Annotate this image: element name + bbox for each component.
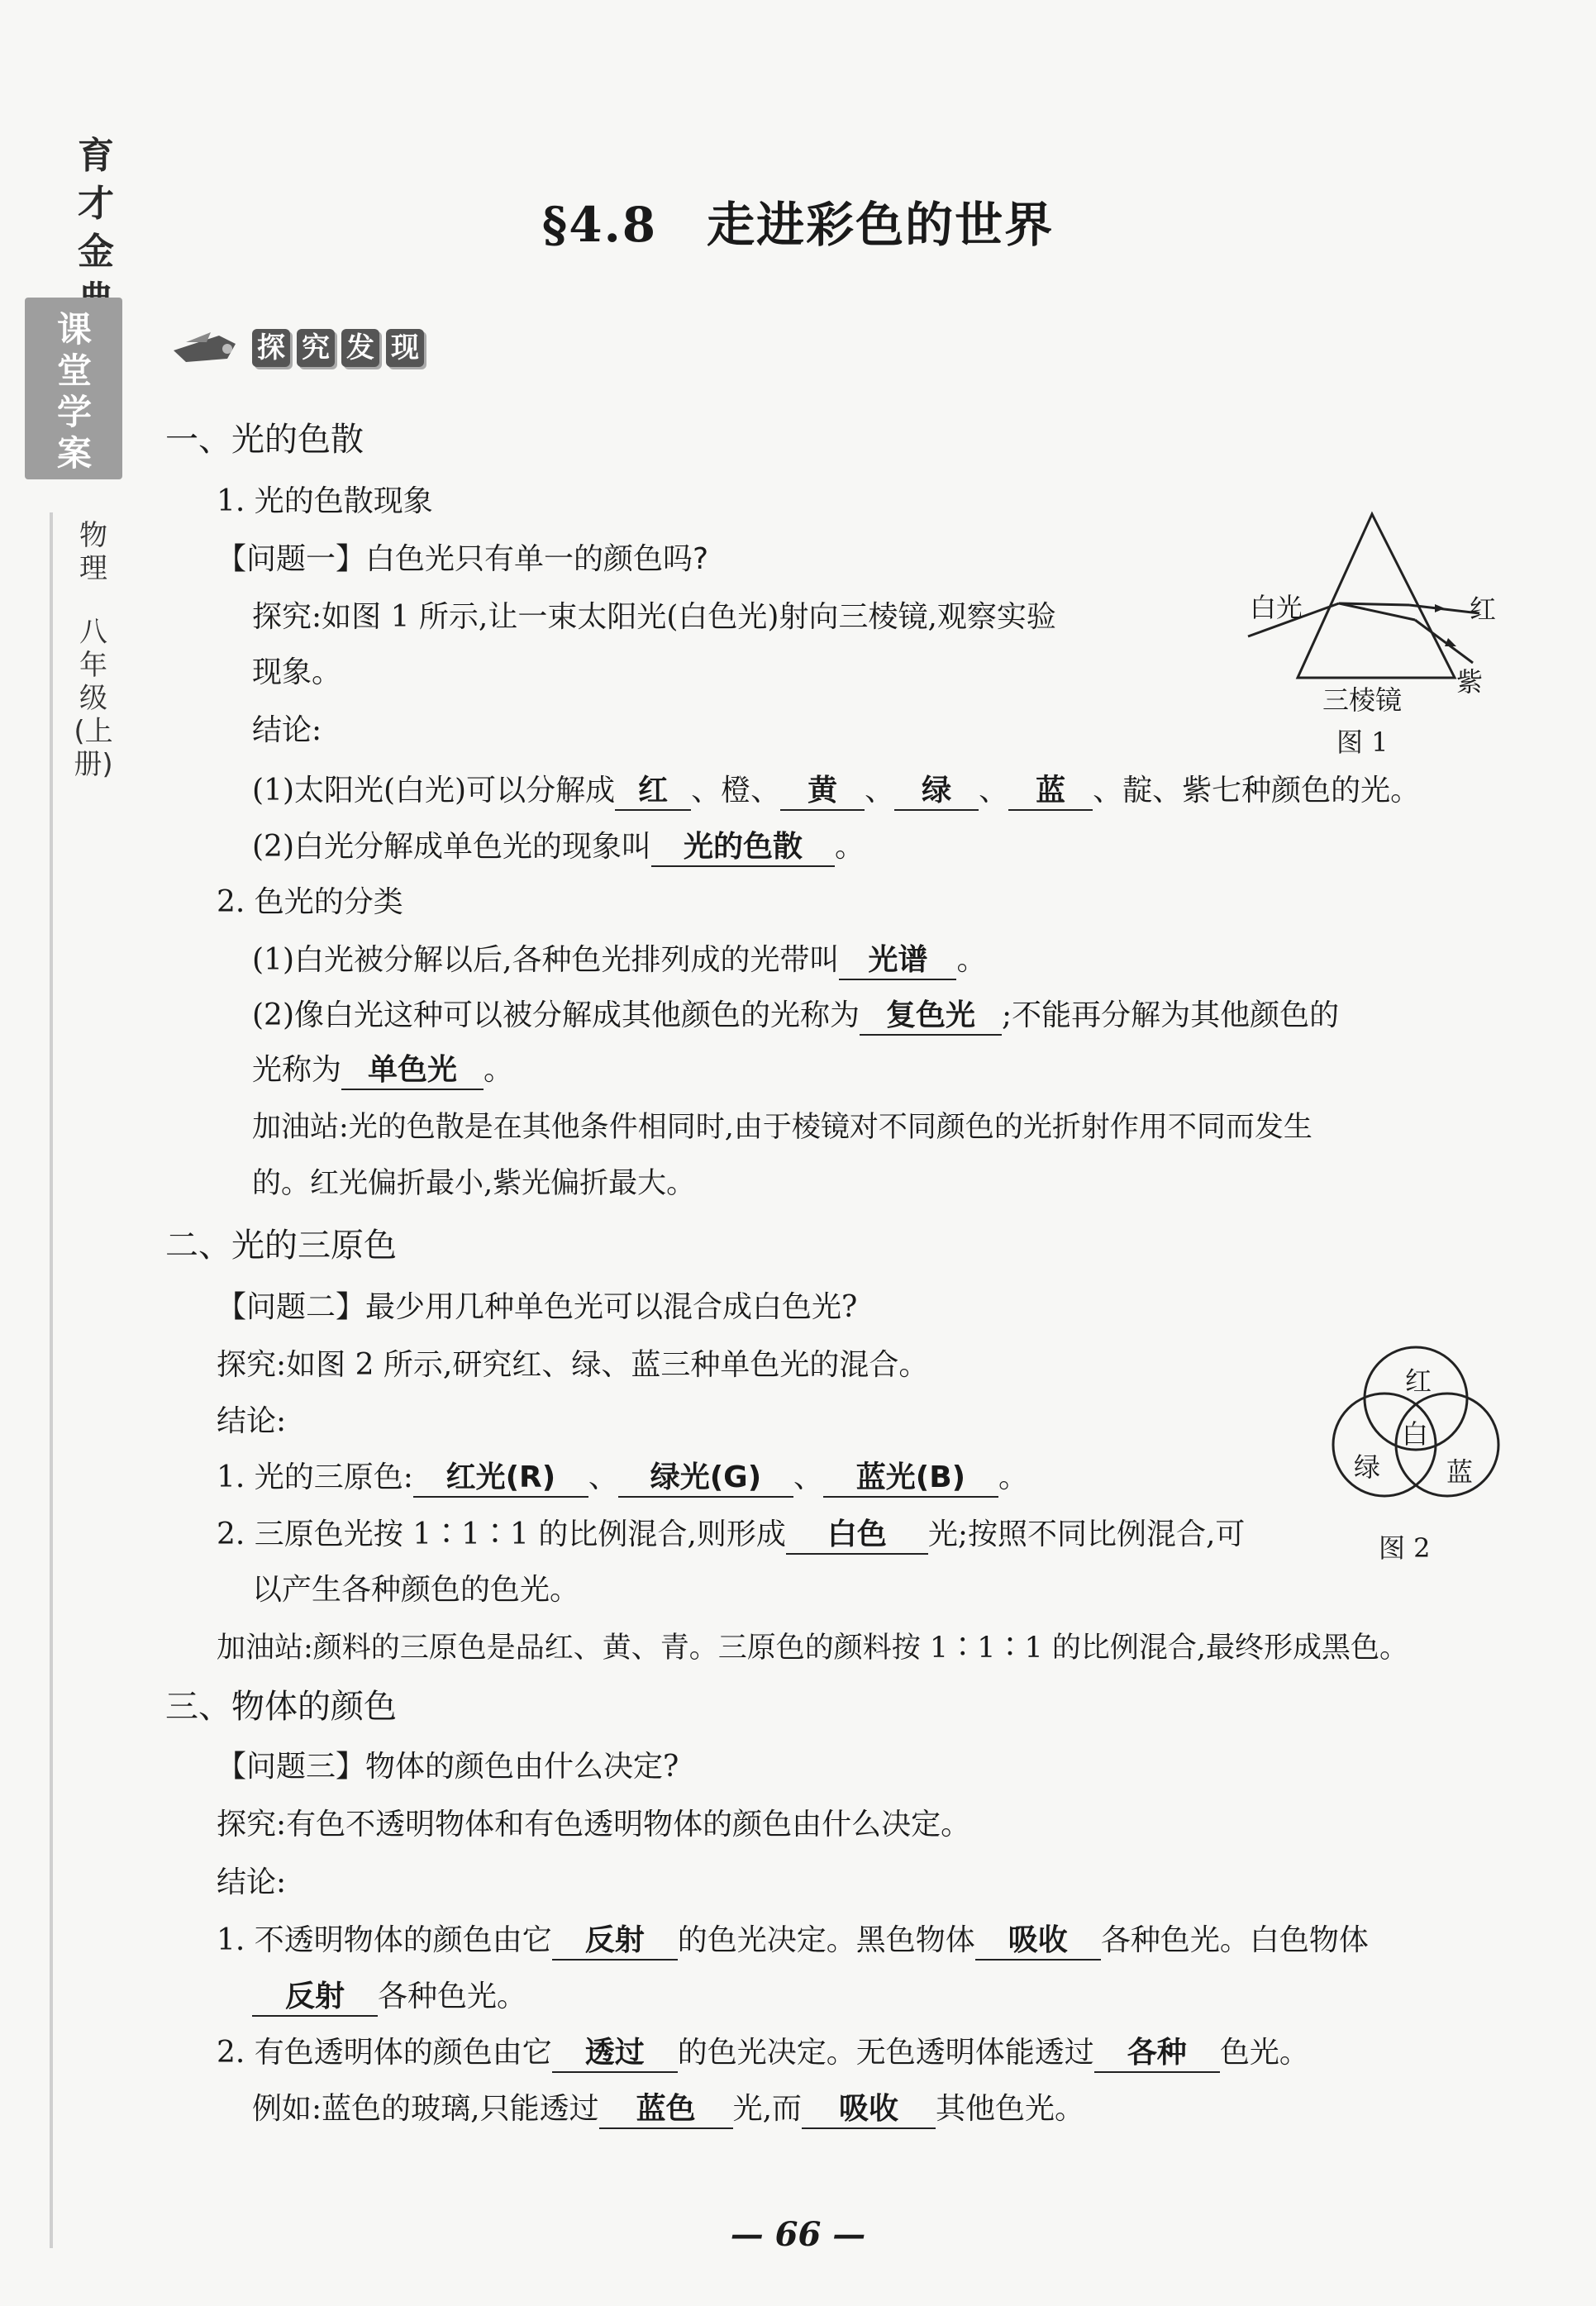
spine [0,0,132,2306]
arrow-head [1435,604,1445,612]
text: 色光。 [1219,2036,1309,2070]
text: 的色光决定。黑色物体 [677,1923,975,1957]
text: 、 [588,1460,618,1494]
spine-series-title: 育才金 [78,135,114,273]
answer-blank: 绿 [894,773,979,811]
answer-blank: 光谱 [839,942,956,980]
mixing-text [217,1517,1245,1555]
answer-blank: 透过 [552,2035,678,2073]
blue-label: 蓝 [1446,1456,1474,1488]
sub-heading: 2. 色光的分类 [217,885,403,919]
text: 、 [793,1460,823,1494]
text: (1)白光被分解以后,各种色光排列成的光带叫 [252,943,840,977]
section-banner [169,322,467,380]
text: 光;按照不同比例混合,可 [927,1517,1246,1551]
answer-blank: 复色光 [860,998,1002,1036]
spine-subject: 物理 [79,519,107,585]
red-label: 红 [1405,1365,1432,1397]
transparent-example [252,2091,1084,2129]
text: 。 [835,830,865,864]
rocket-icon [169,326,244,375]
text: (2)像白光这种可以被分解成其他颜色的光称为 [252,998,860,1032]
text: (2)白光分解成单色光的现象叫 [252,830,651,864]
spine-divider [50,512,53,2248]
answer-blank: 绿光(G) [618,1460,793,1498]
text: ;不能再分解为其他颜色的 [1002,998,1340,1032]
sub-heading: 1. 光的色散现象 [217,484,433,518]
answer-blank: 单色光 [341,1052,484,1090]
conclusion-label: 结论: [252,713,322,747]
text: 、橙、 [691,774,781,808]
transparent-text [217,2035,1309,2073]
conclusion-label: 结论: [217,1865,287,1899]
explore-text: 探究:如图 1 所示,让一束太阳光(白色光)射向三棱镜,观察实验 [252,600,1056,634]
classify-1 [252,942,986,980]
text: 。 [484,1053,514,1087]
spine-grade: 八年级(上册) [74,616,113,781]
text: 2. 有色透明体的颜色由它 [217,2036,552,2070]
text: 其他色光。 [936,2092,1085,2126]
answer-blank: 蓝 [1008,773,1093,811]
section-heading-1: 一、光的色散 [165,421,364,459]
banner-char: 现 [386,329,424,367]
answer-blank: 红光(R) [413,1460,588,1498]
conclusion-2 [252,829,865,867]
text: 1. 光的三原色: [217,1460,413,1494]
violet-label: 紫 [1456,666,1484,698]
page-title: §4.8 走进彩色的世界 [541,197,1055,253]
answer-blank: 吸收 [975,1922,1101,1961]
answer-blank: 反射 [552,1922,678,1961]
question-1: 【问题一】白色光只有单一的颜色吗? [217,542,709,576]
arrow-head [1445,638,1456,646]
text: 例如:蓝色的玻璃,只能透过 [252,2092,599,2126]
text: 的色光决定。无色透明体能透过 [677,2036,1094,2070]
text: 、 [865,774,895,808]
answer-blank: 红 [615,773,691,811]
banner-char: 发 [341,329,379,367]
text: (1)太阳光(白光)可以分解成 [252,774,616,808]
red-label: 红 [1470,593,1497,625]
classify-2 [252,998,1339,1036]
tip-text: 的。红光偏折最小,紫光偏折最大。 [252,1167,696,1200]
white-label: 白 [1402,1418,1429,1450]
prism-label: 三棱镜 [1322,684,1403,716]
answer-blank: 白色 [786,1517,928,1555]
text: 各种色光。 [378,1980,527,2013]
banner-char: 究 [297,329,335,367]
tip-text: 加油站:光的色散是在其他条件相同时,由于棱镜对不同颜色的光折射作用不同而发生 [252,1111,1313,1144]
text: 各种色光。白色物体 [1100,1923,1369,1957]
answer-blank: 黄 [780,773,865,811]
section-heading-3: 三、物体的颜色 [165,1688,397,1726]
spine-box-label: 课堂学案 [56,309,92,474]
mixing-text: 以产生各种颜色的色光。 [252,1573,580,1607]
figure-caption: 图 2 [1379,1532,1431,1564]
primary-colors [217,1460,1028,1498]
text: 光,而 [732,2092,803,2126]
question-3: 【问题三】物体的颜色由什么决定? [217,1750,679,1784]
question-2: 【问题二】最少用几种单色光可以混合成白色光? [217,1290,858,1324]
explore-text: 探究:有色不透明物体和有色透明物体的颜色由什么决定。 [217,1808,971,1841]
answer-blank: 各种 [1094,2035,1220,2073]
text: 2. 三原色光按 1∶1∶1 的比例混合,则形成 [217,1517,786,1551]
explore-text: 现象。 [252,655,342,689]
answer-blank: 蓝光(B) [823,1460,998,1498]
text: 。 [956,943,987,977]
answer-blank: 光的色散 [651,829,835,867]
opaque-text [217,1922,1369,1961]
answer-blank: 蓝色 [599,2091,733,2129]
page-number: — 66 — [730,2215,866,2254]
section-heading-2: 二、光的三原色 [165,1227,397,1265]
classify-2b [252,1052,513,1090]
text: 光称为 [252,1053,342,1087]
text: 、靛、紫七种颜色的光。 [1093,774,1421,808]
white-light-label: 白光 [1250,592,1303,623]
opaque-text [252,1979,526,2017]
text: 1. 不透明物体的颜色由它 [217,1923,552,1957]
figure-caption: 图 1 [1336,727,1389,758]
tip-text: 加油站:颜料的三原色是品红、黄、青。三原色的颜料按 1∶1∶1 的比例混合,最终形成黑色。 [217,1632,1408,1665]
text: 、 [979,774,1009,808]
answer-blank: 吸收 [802,2091,936,2129]
explore-text: 探究:如图 2 所示,研究红、绿、蓝三种单色光的混合。 [217,1348,929,1382]
green-label: 绿 [1354,1451,1381,1483]
prism-shape [1298,514,1455,678]
text: 。 [998,1460,1028,1494]
conclusion-label: 结论: [217,1404,287,1438]
answer-blank: 反射 [252,1979,378,2017]
conclusion-1 [252,773,1420,811]
banner-char: 探 [252,329,290,367]
